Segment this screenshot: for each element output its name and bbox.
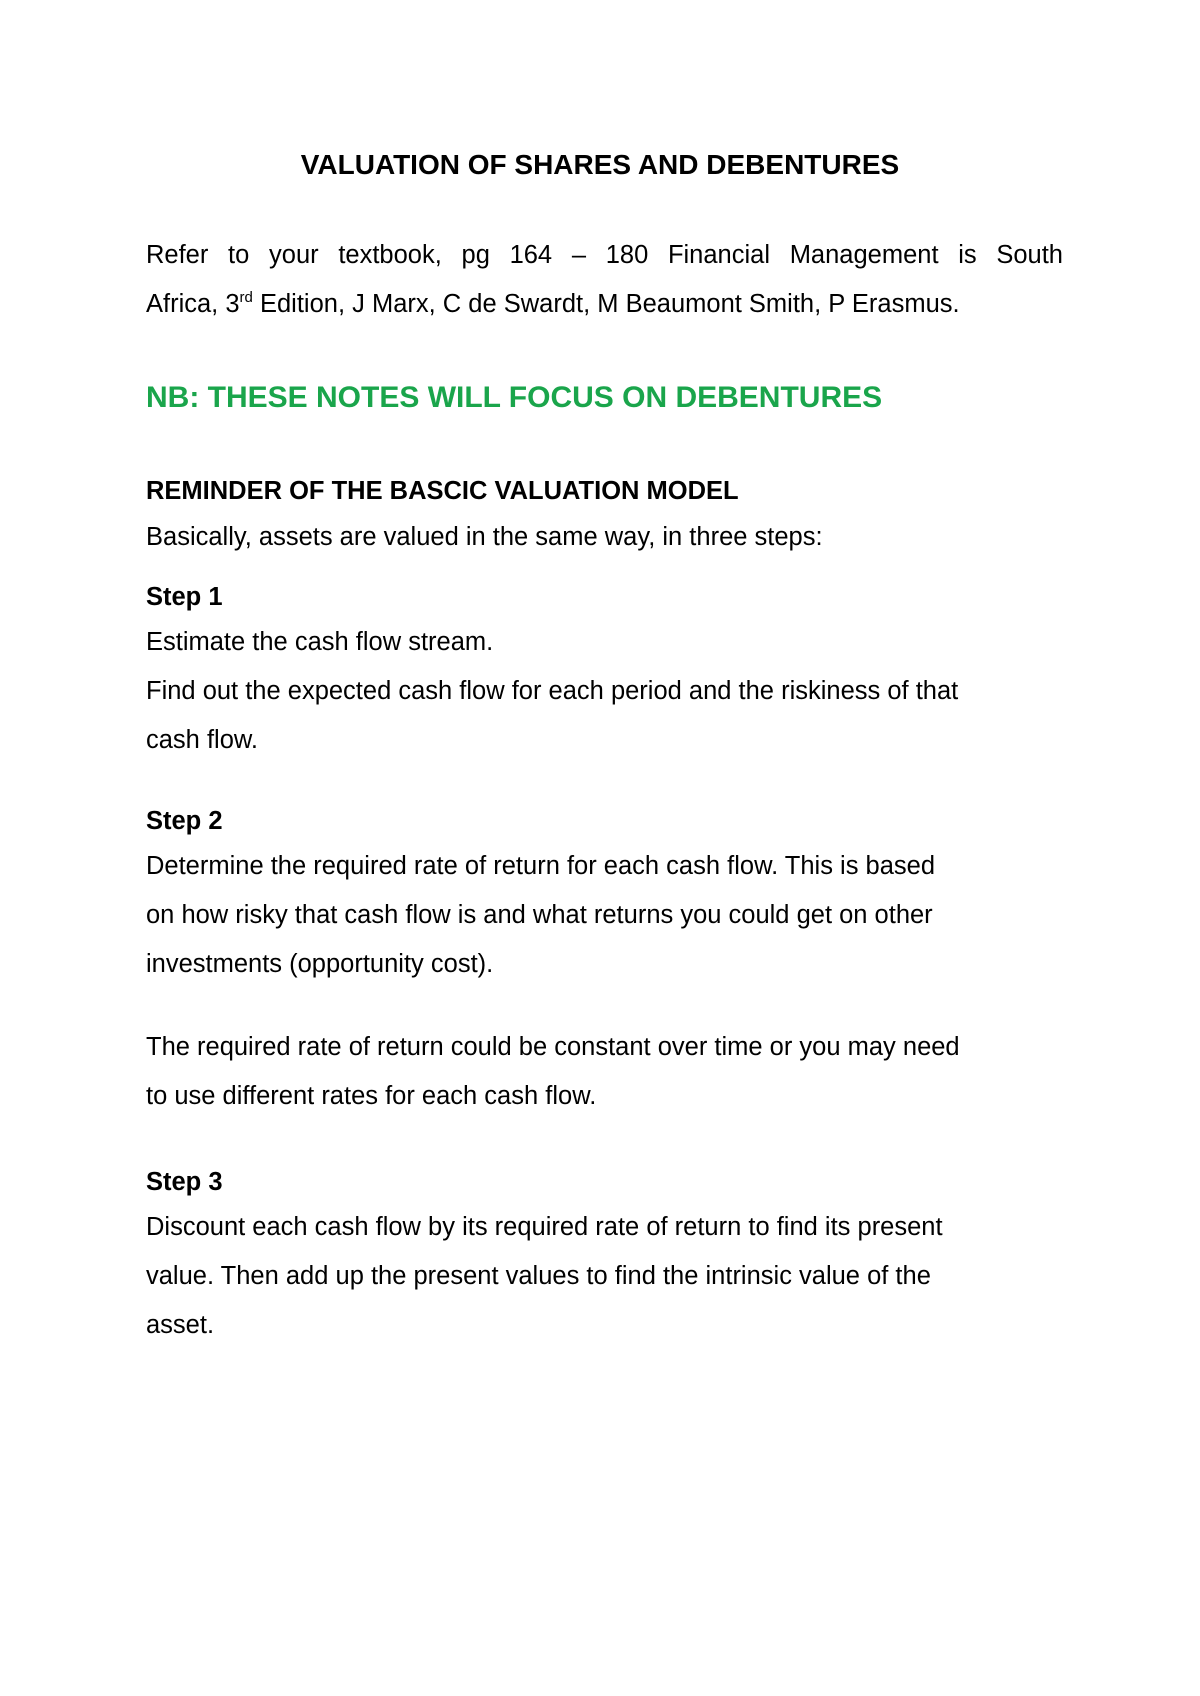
intro-text: Basically, assets are valued in the same way, in three steps: — [146, 523, 823, 551]
step-3-line: value. Then add up the present values to find the intrinsic value of the — [146, 1262, 931, 1290]
step-2-extra-text — [146, 1023, 1063, 1121]
step-1-text — [146, 618, 1063, 765]
step-2-extra-line: The required rate of return could be constant over time or you may need — [146, 1033, 960, 1061]
ordinal-suffix: rd — [239, 289, 253, 306]
step-1-line: cash flow. — [146, 726, 258, 754]
reference-line-1: Refer to your textbook, pg 164 – 180 Financial Management is South — [146, 241, 1063, 269]
step-1-label: Step 1 — [146, 583, 223, 611]
step-2-line: on how risky that cash flow is and what returns you could get on other — [146, 901, 933, 929]
step-1-line: Find out the expected cash flow for each period and the riskiness of that — [146, 677, 959, 705]
step-2-line: investments (opportunity cost). — [146, 950, 494, 978]
reference-paragraph — [146, 231, 1063, 329]
reference-line-2-end: Edition, J Marx, C de Swardt, M Beaumont Smith, P Erasmus. — [252, 290, 960, 318]
page-title: VALUATION OF SHARES AND DEBENTURES — [300, 149, 900, 180]
step-3-text — [146, 1203, 1063, 1350]
step-1-line: Estimate the cash flow stream. — [146, 628, 494, 656]
step-3-line: asset. — [146, 1311, 215, 1339]
step-2-extra-line: to use different rates for each cash flow. — [146, 1082, 597, 1110]
step-2-line: Determine the required rate of return for each cash flow. This is based — [146, 852, 936, 880]
reference-line-2-start: Africa, 3 — [146, 290, 240, 318]
section-heading: REMINDER OF THE BASCIC VALUATION MODEL — [146, 477, 739, 505]
step-2-label: Step 2 — [146, 807, 223, 835]
nb-note: NB: THESE NOTES WILL FOCUS ON DEBENTURES — [146, 381, 883, 414]
step-3-label: Step 3 — [146, 1168, 223, 1196]
step-3-line: Discount each cash flow by its required rate of return to find its present — [146, 1213, 943, 1241]
reference-line-2 — [146, 280, 1063, 329]
step-2-text — [146, 842, 1063, 989]
